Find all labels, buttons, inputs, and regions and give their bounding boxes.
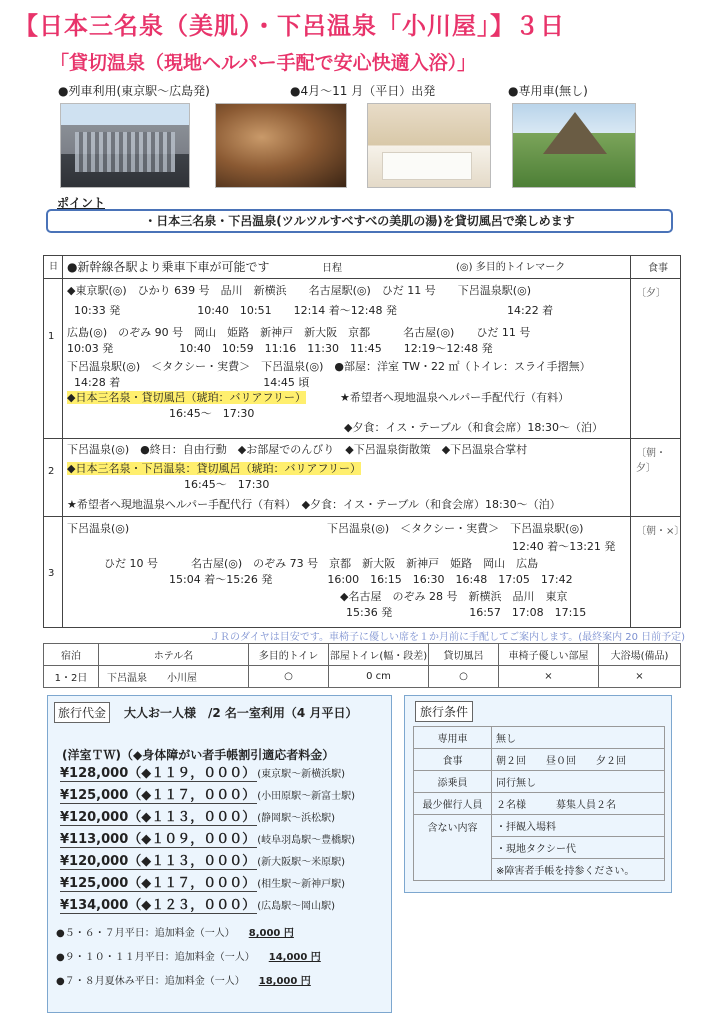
schedule-line: ◆夕食：イス・テーブル（和食会席）18:30〜（泊） — [344, 421, 604, 434]
schedule-line: 12:40 着〜13:21 発 — [512, 540, 616, 553]
surcharge-label: ●９・１０・１１月平日：追加料金（一人） — [56, 952, 255, 963]
toilet-mark-legend: (◎) 多目的トイレマーク — [456, 262, 566, 273]
surcharge-label: ●７・８月夏休み平日：追加料金（一人） — [56, 976, 245, 987]
price-label: 旅行代金 — [54, 702, 110, 723]
schedule-header-note: ●新幹線各駅より乗車下車が可能です — [67, 260, 270, 274]
condition-key: 含ない内容 — [414, 815, 492, 881]
price-row — [60, 894, 335, 913]
col-header: 大浴場(備品) — [599, 644, 681, 666]
condition-value: 朝２回 昼０回 夕２回 — [492, 749, 665, 771]
private-bath-photo — [215, 103, 347, 188]
condition-key: 添乗員 — [414, 771, 492, 793]
price-route: (新大阪駅〜米原駅) — [257, 857, 346, 868]
day-meal: 〔朝・夕〕 — [636, 448, 666, 474]
col-header: 車椅子優しい部屋 — [499, 644, 599, 666]
day-meal: 〔朝・×〕 — [636, 526, 685, 537]
meal-header: 食事 — [648, 263, 668, 274]
schedule-line: 14:28 着 14:45 頃 — [74, 376, 310, 389]
conditions-table — [413, 726, 665, 881]
price-row — [60, 872, 345, 891]
hotel-table-header — [44, 644, 681, 666]
price-amount: ¥113,000（◆１０９，０００） — [60, 832, 256, 847]
col-header: 部屋トイレ(幅・段差) — [329, 644, 429, 666]
schedule-line: 下呂温泉駅(◎) ＜タクシー・実費＞ 下呂温泉(◎) ●部屋：洋室 TW・22 ㎡（トイレ：スライ手摺無） — [67, 360, 591, 373]
price-amount: ¥128,000（◆１１９，０００） — [60, 766, 256, 781]
schedule-table — [43, 255, 685, 628]
table-row — [414, 771, 665, 793]
private-bath-highlight: ◆日本三名泉・貸切風呂（琥珀：バリアフリー） — [67, 391, 307, 404]
hotel-exterior-photo — [60, 103, 190, 188]
surcharge-value: 14,000 円 — [268, 952, 321, 963]
room-type-note: (洋室ＴＷ)（◆身体障がい者手帳割引適応者料金） — [62, 748, 335, 762]
schedule-line: 16:45〜 17:30 — [184, 478, 270, 491]
guest-room-photo — [367, 103, 491, 188]
surcharge-label: ●５・６・７月平日：追加料金（一人） — [56, 928, 235, 939]
schedule-line: 15:04 着〜15:26 発 16:00 16:15 16:30 16:48 17:05 17:42 — [169, 573, 573, 586]
point-label: ポイント — [57, 196, 106, 210]
schedule-line: ◆東京駅(◎) ひかり 639 号 品川 新横浜 名古屋駅(◎) ひだ 11 号 下呂温泉駅(◎) — [67, 284, 531, 297]
schedule-line: 下呂温泉(◎) — [67, 522, 130, 535]
condition-value: ・拝観入場料 — [492, 815, 665, 837]
surcharge-row — [56, 948, 321, 963]
info-car: ●専用車(無し) — [508, 84, 588, 98]
price-amount: ¥120,000（◆１１３，０００） — [60, 810, 256, 825]
condition-key: 最少催行人員 — [414, 793, 492, 815]
schedule-line: ひだ 10 号 名古屋(◎) のぞみ 73 号 京都 新大阪 新神戸 姫路 岡山 広島 — [104, 557, 539, 570]
price-heading: 大人お一人様 /2 名一室利用（4 月平日） — [124, 706, 358, 720]
table-row — [44, 666, 681, 688]
surcharge-value: 18,000 円 — [258, 976, 311, 987]
schedule-line: 16:45〜 17:30 — [169, 407, 255, 420]
schedule-line: 10:33 発 10:40 10:51 12:14 着〜12:48 発 14:22 着 — [74, 304, 554, 317]
table-cell: 1・2日 — [44, 666, 99, 688]
day-number: 2 — [48, 466, 55, 477]
day-number: 3 — [48, 568, 55, 579]
schedule-line: 下呂温泉(◎) ●終日：自由行動 ◆お部屋でのんびり ◆下呂温泉街散策 ◆下呂温泉合掌村 — [67, 443, 528, 456]
price-route: (広島駅〜岡山駅) — [257, 901, 336, 912]
price-amount: ¥120,000（◆１１３，０００） — [60, 854, 256, 869]
price-row — [60, 784, 355, 803]
table-row — [414, 749, 665, 771]
condition-key: 食事 — [414, 749, 492, 771]
jr-schedule-note: ＪＲのダイヤは目安です。車椅子に優しい席を１か月前に手配してご案内します。(最終案内 20 日前予定) — [210, 632, 686, 643]
price-route: (東京駅〜新横浜駅) — [257, 769, 346, 780]
col-header: 多目的トイレ — [249, 644, 329, 666]
price-box — [47, 695, 392, 1013]
day-number: 1 — [48, 331, 55, 342]
page-subtitle: 「貸切温泉（現地ヘルパー手配で安心快適入浴）」 — [50, 52, 477, 74]
conditions-box — [404, 695, 672, 893]
schedule-line: ★希望者へ現地温泉ヘルパー手配代行（有料） ◆夕食：イス・テーブル（和食会席）18:30〜（泊） — [67, 498, 561, 511]
info-train: ●列車利用(東京駅〜広島発) — [58, 84, 210, 98]
price-row — [60, 762, 345, 781]
table-cell: ○ — [429, 666, 499, 688]
hotel-table — [43, 643, 681, 688]
table-row — [414, 793, 665, 815]
condition-key: 専用車 — [414, 727, 492, 749]
condition-value: ※障害者手帳を持参ください。 — [492, 859, 665, 881]
schedule-header-label: 日程 — [322, 263, 342, 274]
conditions-title: 旅行条件 — [415, 701, 473, 722]
schedule-line: 下呂温泉(◎) ＜タクシー・実費＞ 下呂温泉駅(◎) — [327, 522, 584, 535]
table-cell: 0 cm — [329, 666, 429, 688]
surcharge-row — [56, 972, 311, 987]
schedule-line: 広島(◎) のぞみ 90 号 岡山 姫路 新神戸 新大阪 京都 名古屋(◎) ひだ 11 号 — [67, 326, 531, 339]
price-amount: ¥125,000（◆１１７，０００） — [60, 876, 256, 891]
price-route: (相生駅〜新神戸駅) — [257, 879, 346, 890]
price-row — [60, 850, 345, 869]
info-departure: ●4月〜11 月（平日）出発 — [290, 84, 436, 98]
price-route: (岐阜羽島駅〜豊橋駅) — [257, 835, 356, 846]
surcharge-row — [56, 924, 294, 939]
price-amount: ¥125,000（◆１１７，０００） — [60, 788, 256, 803]
day-header: 日 — [49, 262, 59, 272]
table-row — [414, 815, 665, 837]
day-meal: 〔夕〕 — [636, 288, 666, 299]
price-row — [60, 828, 355, 847]
condition-value: 同行無し — [492, 771, 665, 793]
price-route: (小田原駅〜新富士駅) — [257, 791, 356, 802]
col-header: 宿泊 — [44, 644, 99, 666]
gassho-village-photo — [512, 103, 636, 188]
page-title: 【日本三名泉（美肌）・下呂温泉「小川屋」】３日 — [14, 12, 565, 40]
col-header: ホテル名 — [99, 644, 249, 666]
schedule-line: ◆名古屋 のぞみ 28 号 新横浜 品川 東京 — [340, 590, 568, 603]
table-cell: 下呂温泉 小川屋 — [99, 666, 249, 688]
table-cell: × — [499, 666, 599, 688]
price-amount: ¥134,000（◆１２３，０００） — [60, 898, 256, 913]
condition-value: ・現地タクシー代 — [492, 837, 665, 859]
price-row — [60, 806, 335, 825]
surcharge-value: 8,000 円 — [248, 928, 294, 939]
table-cell: ○ — [249, 666, 329, 688]
col-header: 貸切風呂 — [429, 644, 499, 666]
price-route: (静岡駅〜浜松駅) — [257, 813, 336, 824]
helper-note: ★希望者へ現地温泉ヘルパー手配代行（有料） — [340, 391, 570, 404]
condition-value: 無し — [492, 727, 665, 749]
table-row — [414, 727, 665, 749]
condition-value: ２名様 募集人員２名 — [492, 793, 665, 815]
schedule-line: 10:03 発 10:40 10:59 11:16 11:30 11:45 12:19〜12:48 発 — [67, 342, 493, 355]
point-box: ・日本三名泉・下呂温泉(ツルツルすべすべの美肌の湯)を貸切風呂で楽しめます — [46, 209, 673, 233]
private-bath-highlight: ◆日本三名泉・下呂温泉：貸切風呂（琥珀：バリアフリー） — [67, 462, 362, 475]
schedule-line: 15:36 発 16:57 17:08 17:15 — [346, 606, 587, 619]
table-cell: × — [599, 666, 681, 688]
